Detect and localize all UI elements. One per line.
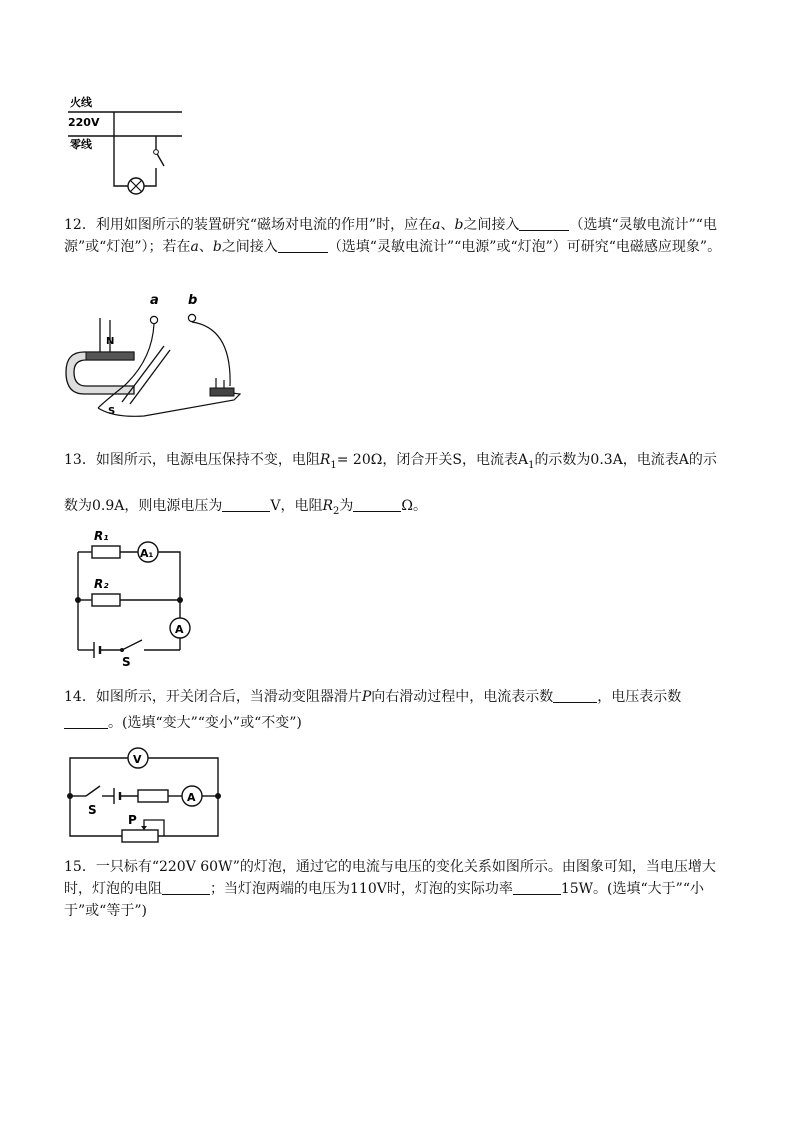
ammeter-a1-label: A₁ (140, 547, 154, 560)
answer-blank-15-1[interactable] (162, 880, 210, 895)
answer-blank-12-1[interactable] (519, 216, 569, 231)
terminal-b (188, 314, 195, 321)
neutral-wire-label: 零线 (70, 138, 92, 151)
voltage-label: 220V (68, 116, 100, 129)
switch-contact (154, 150, 159, 155)
switch-to-lamp-wire (144, 168, 156, 186)
switch-s (122, 640, 142, 650)
question-12: 12．利用如图所示的装置研究“磁场对电流的作用”时，应在a、b之间接入 （选填“灵敏电流计”“电源”或“灯泡”）；若在a、b之间接入 （选填“灵敏电流计”“电源”或“灯泡”）可研究“电磁感应现象”。 (64, 217, 722, 255)
resistor-r1 (92, 546, 120, 558)
s-pole-label: S (108, 406, 116, 417)
question-13: 13．如图所示，电源电压保持不变，电阻$R_1= 20\Omega$，闭合开关S，电流表$A_1$的示数为0.3A，电流表A的示 数为0.9A，则电源电压为 V，电阻$R_2$为 Ω。 (64, 452, 717, 517)
terminal-a (150, 316, 157, 323)
rail-2 (130, 350, 170, 404)
r1-label: R₁ (94, 529, 109, 543)
resistor-r2 (92, 594, 120, 606)
answer-blank-13-1[interactable] (222, 497, 270, 512)
answer-blank-12-2[interactable] (278, 238, 328, 253)
figure-magnet-apparatus (64, 290, 244, 424)
ammeter-a-label: A (175, 623, 184, 636)
wire-b (192, 322, 230, 386)
magnet-n-pole (86, 352, 134, 360)
question-15: 15．一只标有“220V 60W”的灯泡，通过它的电流与电压的变化关系如图所示。由图象可知，当电压增大时，灯泡的电阻 ；当灯泡两端的电压为110V时，灯泡的实际功率 15W。(选填“大于”“小于”或“等于”) (64, 859, 716, 919)
answer-blank-14-1[interactable] (553, 688, 597, 703)
terminal-a-label: a (150, 293, 159, 308)
slider-p-label: P (128, 813, 137, 827)
figure-parallel-circuit (64, 522, 200, 668)
r2-label: R₂ (94, 577, 109, 591)
voltmeter-v-label: V (133, 753, 142, 766)
resistor (138, 790, 168, 802)
figure-rheostat-circuit (64, 740, 224, 844)
answer-blank-15-2[interactable] (513, 880, 561, 895)
ammeter-a-label: A (187, 791, 196, 804)
switch-s (86, 786, 100, 796)
live-wire-label: 火线 (70, 96, 92, 109)
answer-blank-13-2[interactable] (353, 497, 401, 512)
switch-s-label: S (122, 655, 131, 668)
answer-blank-14-2[interactable] (64, 714, 108, 729)
question-14: 14．如图所示，开关闭合后，当滑动变阻器滑片P向右滑动过程中，电流表示数 ，电压表示数 。(选填“变大”“变小”或“不变”) (64, 689, 682, 731)
terminal-b-label: b (188, 293, 198, 308)
rheostat (122, 830, 158, 842)
lamp-branch-wire (114, 112, 128, 186)
figure-household-circuit (64, 92, 194, 198)
n-pole-label: N (106, 336, 115, 347)
switch-block (210, 388, 234, 396)
switch-s-label: S (88, 803, 97, 817)
